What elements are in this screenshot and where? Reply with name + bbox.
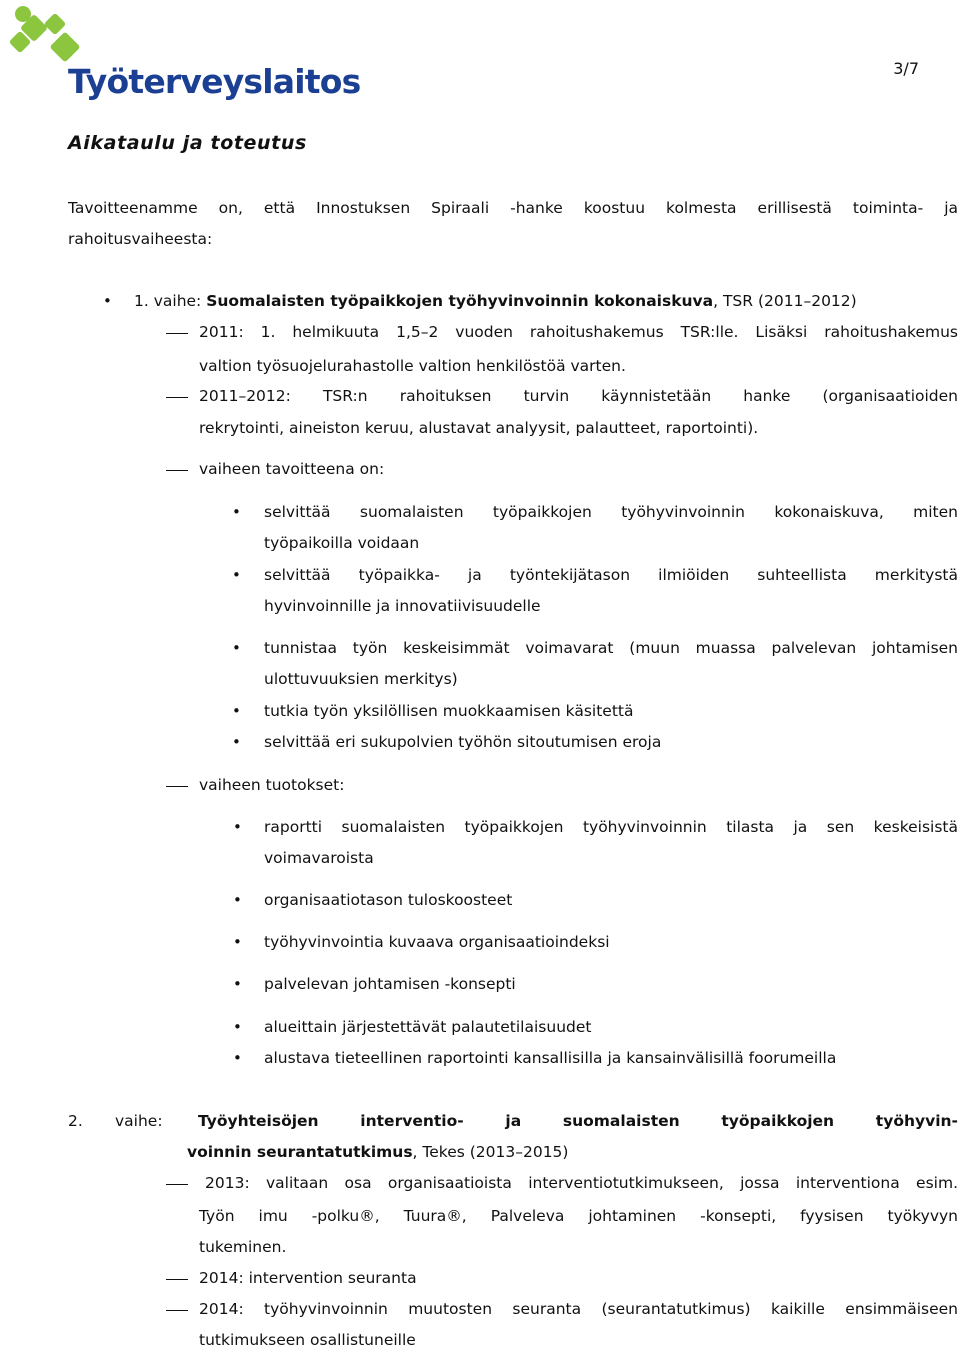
phase2-dash-2-line-1: 2014: intervention seuranta [199,1269,417,1287]
output-4-line-1: palvelevan johtamisen -konsepti [264,975,516,993]
output-bullet-icon: • [233,933,242,951]
phase2-dash-1-line-3: tukeminen. [199,1238,287,1256]
output-3-line-1: työhyvinvointia kuvaava organisaatioindeksi [264,933,610,951]
output-2-line-1: organisaatiotason tuloskoosteet [264,891,513,909]
phase1-bullet-icon: • [103,292,112,310]
goal-bullet-icon: • [232,733,241,751]
phase2-dash-1-line-1: 2013: valitaan osa organisaatioista interventiotutkimukseen, jossa interventiona esim. [205,1174,958,1192]
page-number: 3/7 [893,59,919,78]
goal-bullet-icon: • [232,566,241,584]
goal-5-line-1: selvittää eri sukupolvien työhön sitoutumisen eroja [264,733,662,751]
phase1-dash-2-line-2: rekrytointi, aineiston keruu, alustavat analyysit, palautteet, raportointi). [199,419,759,437]
logo-text: Työterveyslaitos [68,62,361,101]
section-heading: Aikataulu ja toteutus [68,132,307,154]
goal-3-line-1: tunnistaa työn keskeisimmät voimavarat (muun muassa palvelevan johtamisen [264,639,958,657]
phase1-heading [134,286,857,317]
output-6-line-1: alustava tieteellinen raportointi kansallisilla ja kansainvälisillä foorumeilla [264,1049,837,1067]
phase2-suffix: , Tekes (2013–2015) [412,1143,569,1161]
phase1-dash-2-line-1: 2011–2012: TSR:n rahoituksen turvin käynnistetään hanke (organisaatioiden [199,387,958,405]
goal-bullet-icon: • [232,639,241,657]
goal-2-line-2: hyvinvoinnille ja innovatiivisuudelle [264,597,541,615]
dash-icon [166,470,188,471]
output-1-line-1: raportti suomalaisten työpaikkojen työhyvinvoinnin tilasta ja sen keskeisistä [264,818,958,836]
output-bullet-icon: • [233,891,242,909]
dash-icon [166,1184,188,1185]
phase1-title: Suomalaisten työpaikkojen työhyvinvoinnin kokonaiskuva [206,292,714,310]
goal-4-line-1: tutkia työn yksilöllisen muokkaamisen käsitettä [264,702,634,720]
phase2-title-line-1: Työyhteisöjen interventio- ja suomalaisten työpaikkojen työhyvin- [198,1112,958,1130]
phase1-prefix: 1. vaihe: [134,292,207,310]
phase2-label: vaihe: [115,1112,163,1130]
output-1-line-2: voimavaroista [264,849,374,867]
phase2-number: 2. [68,1112,83,1130]
intro-line-1: Tavoitteenamme on, että Innostuksen Spiraali -hanke koostuu kolmesta erillisestä toiminta- ja [68,199,958,217]
output-5-line-1: alueittain järjestettävät palautetilaisuudet [264,1018,592,1036]
phase1-dash-3-line-1: vaiheen tavoitteena on: [199,460,385,478]
dash-icon [166,1310,188,1311]
goal-bullet-icon: • [232,503,241,521]
dash-icon [166,1279,188,1280]
phase1-suffix: , TSR (2011–2012) [713,292,857,310]
dash-icon [166,397,188,398]
output-bullet-icon: • [233,1018,242,1036]
phase2-title-line-2 [187,1137,568,1168]
phase2-title-bold: voinnin seurantatutkimus [187,1143,413,1161]
phase2-dash-3-line-1: 2014: työhyvinvoinnin muutosten seuranta (seurantatutkimus) kaikille ensimmäiseen [199,1300,958,1318]
dash-icon [166,333,188,334]
output-bullet-icon: • [233,818,242,836]
goal-1-line-2: työpaikoilla voidaan [264,534,420,552]
output-bullet-icon: • [233,975,242,993]
outputs-label: vaiheen tuotokset: [199,776,345,794]
output-bullet-icon: • [233,1049,242,1067]
tyoterveyslaitos-logo [6,4,361,106]
goal-3-line-2: ulottuvuuksien merkitys) [264,670,458,688]
phase1-dash-1-line-1: 2011: 1. helmikuuta 1,5–2 vuoden rahoitushakemus TSR:lle. Lisäksi rahoitushakemus [199,323,958,341]
logo-leaf-icon [6,4,96,66]
dash-icon [166,786,188,787]
phase2-dash-1-line-2: Työn imu -polku®, Tuura®, Palveleva johtaminen -konsepti, fyysisen työkyvyn [199,1207,958,1225]
goal-bullet-icon: • [232,702,241,720]
phase1-dash-1-line-2: valtion työsuojelurahastolle valtion henkilöstöä varten. [199,357,626,375]
intro-line-2: rahoitusvaiheesta: [68,230,213,248]
goal-2-line-1: selvittää työpaikka- ja työntekijätason ilmiöiden suhteellista merkitystä [264,566,958,584]
phase2-dash-3-line-2: tutkimukseen osallistuneille [199,1331,416,1349]
goal-1-line-1: selvittää suomalaisten työpaikkojen työhyvinvoinnin kokonaiskuva, miten [264,503,958,521]
